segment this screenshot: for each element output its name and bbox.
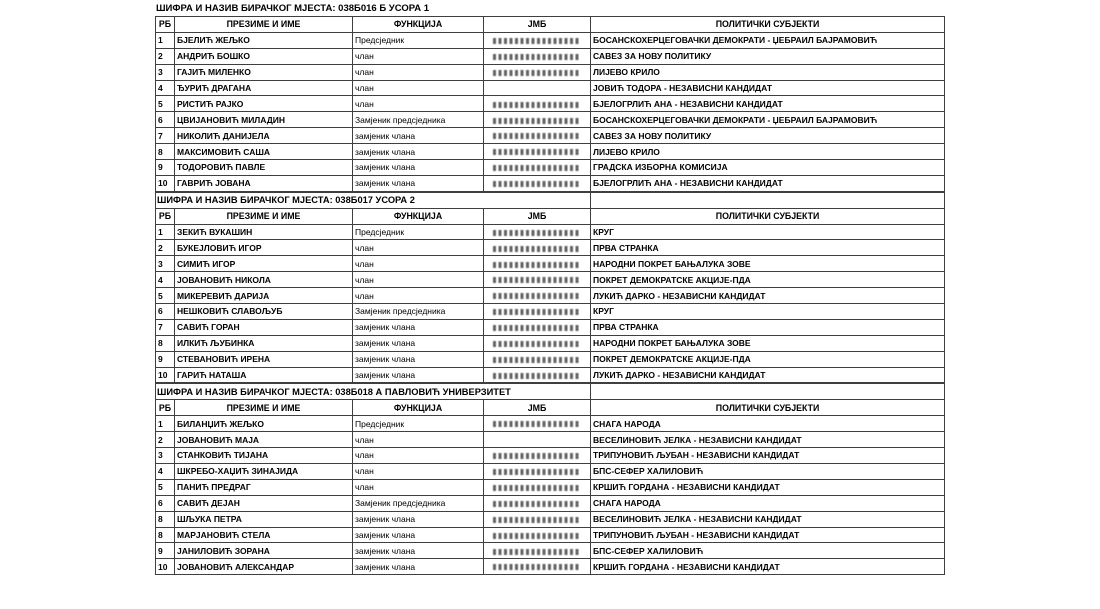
member-function-cell: замјеник члана: [353, 335, 484, 351]
rb-cell: 10: [156, 175, 175, 191]
member-row: [156, 527, 945, 543]
station-title-row: [156, 384, 945, 400]
member-function-cell: члан: [353, 240, 484, 256]
member-row: [156, 495, 945, 511]
member-name-cell: ЈАНИЛОВИЋ ЗОРАНА: [175, 543, 353, 559]
jmb-redacted-value: [493, 564, 581, 570]
political-subject-cell: НАРОДНИ ПОКРЕТ БАЊАЛУКА ЗОВЕ: [591, 256, 945, 272]
political-subject-cell: ПРВА СТРАНКА: [591, 319, 945, 335]
member-jmb-cell: [484, 479, 591, 495]
column-header-name: ПРЕЗИМЕ И ИМЕ: [175, 17, 353, 33]
member-row: [156, 367, 945, 383]
political-subject-cell: ЛУКИЋ ДАРКО - НЕЗАВИСНИ КАНДИДАТ: [591, 367, 945, 383]
member-jmb-cell: [484, 367, 591, 383]
column-header-function: ФУНКЦИЈА: [353, 17, 484, 33]
rb-cell: 9: [156, 351, 175, 367]
political-subject-cell: БПС-СЕФЕР ХАЛИЛОВИЋ: [591, 463, 945, 479]
column-header-name: ПРЕЗИМЕ И ИМЕ: [175, 208, 353, 224]
jmb-redacted-value: [493, 341, 581, 347]
rb-cell: 7: [156, 319, 175, 335]
member-jmb-cell: [484, 80, 591, 96]
jmb-redacted-value: [493, 246, 581, 252]
member-name-cell: ПАНИЋ ПРЕДРАГ: [175, 479, 353, 495]
political-subject-cell: ПОКРЕТ ДЕМОКРАТСКЕ АКЦИЈЕ-ПДА: [591, 272, 945, 288]
member-row: [156, 256, 945, 272]
member-function-cell: члан: [353, 288, 484, 304]
member-jmb-cell: [484, 511, 591, 527]
rb-cell: 5: [156, 288, 175, 304]
member-function-cell: замјеник члана: [353, 367, 484, 383]
member-name-cell: ЈОВАНОВИЋ МАЈА: [175, 432, 353, 448]
station-title: ШИФРА И НАЗИВ БИРАЧКОГ МЈЕСТА: 038Б017 УСОРА 2: [156, 192, 591, 208]
jmb-redacted-value: [493, 469, 581, 475]
member-function-cell: члан: [353, 96, 484, 112]
column-header-name: ПРЕЗИМЕ И ИМЕ: [175, 400, 353, 416]
rb-cell: 6: [156, 304, 175, 320]
member-jmb-cell: [484, 543, 591, 559]
station-title: ШИФРА И НАЗИВ БИРАЧКОГ МЈЕСТА: 038Б016 Б УСОРА 1: [156, 3, 430, 14]
member-jmb-cell: [484, 527, 591, 543]
member-function-cell: члан: [353, 479, 484, 495]
rb-cell: 9: [156, 543, 175, 559]
political-subject-cell: СНАГА НАРОДА: [591, 495, 945, 511]
jmb-redacted-value: [493, 230, 581, 236]
member-jmb-cell: [484, 432, 591, 448]
rb-cell: 3: [156, 256, 175, 272]
political-subject-cell: ЛИЈЕВО КРИЛО: [591, 144, 945, 160]
political-subject-cell: ТРИПУНОВИЋ ЉУБАН - НЕЗАВИСНИ КАНДИДАТ: [591, 527, 945, 543]
member-function-cell: замјеник члана: [353, 527, 484, 543]
member-row: [156, 112, 945, 128]
member-name-cell: ЈОВАНОВИЋ АЛЕКСАНДАР: [175, 559, 353, 575]
jmb-redacted-value: [493, 453, 581, 459]
member-jmb-cell: [484, 559, 591, 575]
member-row: [156, 288, 945, 304]
station-title: ШИФРА И НАЗИВ БИРАЧКОГ МЈЕСТА: 038Б018 А ПАВЛОВИЋ УНИВЕРЗИТЕТ: [156, 384, 591, 400]
member-name-cell: НИКОЛИЋ ДАНИЈЕЛА: [175, 128, 353, 144]
member-name-cell: БИЛАНЏИЋ ЖЕЉКО: [175, 416, 353, 432]
polling-station-table: [155, 383, 945, 575]
member-name-cell: САВИЋ ГОРАН: [175, 319, 353, 335]
member-name-cell: ГАВРИЋ ЈОВАНА: [175, 175, 353, 191]
member-jmb-cell: [484, 64, 591, 80]
rb-cell: 1: [156, 416, 175, 432]
member-name-cell: МАРЈАНОВИЋ СТЕЛА: [175, 527, 353, 543]
member-jmb-cell: [484, 240, 591, 256]
political-subject-cell: СНАГА НАРОДА: [591, 416, 945, 432]
jmb-redacted-value: [493, 277, 581, 283]
member-row: [156, 128, 945, 144]
column-header-jmb: ЈМБ: [484, 17, 591, 33]
member-row: [156, 272, 945, 288]
political-subject-cell: КРШИЋ ГОРДАНА - НЕЗАВИСНИ КАНДИДАТ: [591, 479, 945, 495]
column-header-function: ФУНКЦИЈА: [353, 208, 484, 224]
rb-cell: 2: [156, 432, 175, 448]
column-header-jmb: ЈМБ: [484, 400, 591, 416]
member-function-cell: замјеник члана: [353, 351, 484, 367]
member-name-cell: ИЛКИЋ ЉУБИНКА: [175, 335, 353, 351]
member-name-cell: БУКЕЈЛОВИЋ ИГОР: [175, 240, 353, 256]
political-subject-cell: БПС-СЕФЕР ХАЛИЛОВИЋ: [591, 543, 945, 559]
jmb-redacted-value: [493, 293, 581, 299]
jmb-redacted-value: [493, 501, 581, 507]
column-header-rb: РБ: [156, 400, 175, 416]
column-header-row: [156, 17, 945, 33]
political-subject-cell: ПОКРЕТ ДЕМОКРАТСКЕ АКЦИЈЕ-ПДА: [591, 351, 945, 367]
member-function-cell: члан: [353, 272, 484, 288]
rb-cell: 4: [156, 80, 175, 96]
member-jmb-cell: [484, 272, 591, 288]
column-header-subjects: ПОЛИТИЧКИ СУБЈЕКТИ: [591, 400, 945, 416]
member-jmb-cell: [484, 319, 591, 335]
member-row: [156, 559, 945, 575]
member-function-cell: Предсједник: [353, 32, 484, 48]
member-name-cell: НЕШКОВИЋ СЛАВОЉУБ: [175, 304, 353, 320]
member-jmb-cell: [484, 256, 591, 272]
member-jmb-cell: [484, 304, 591, 320]
member-name-cell: СТЕВАНОВИЋ ИРЕНА: [175, 351, 353, 367]
political-subject-cell: КРШИЋ ГОРДАНА - НЕЗАВИСНИ КАНДИДАТ: [591, 559, 945, 575]
member-row: [156, 511, 945, 527]
rb-cell: 10: [156, 559, 175, 575]
member-row: [156, 335, 945, 351]
rb-cell: 8: [156, 511, 175, 527]
jmb-redacted-value: [493, 54, 581, 60]
rb-cell: 2: [156, 240, 175, 256]
member-row: [156, 144, 945, 160]
rb-cell: 7: [156, 128, 175, 144]
member-function-cell: замјеник члана: [353, 144, 484, 160]
member-row: [156, 543, 945, 559]
political-subject-cell: НАРОДНИ ПОКРЕТ БАЊАЛУКА ЗОВЕ: [591, 335, 945, 351]
member-jmb-cell: [484, 448, 591, 464]
polling-station-roster-document: [155, 2, 944, 575]
member-function-cell: замјеник члана: [353, 128, 484, 144]
rb-cell: 4: [156, 463, 175, 479]
member-row: [156, 160, 945, 176]
member-row: [156, 416, 945, 432]
member-row: [156, 432, 945, 448]
member-name-cell: АНДРИЋ БОШКО: [175, 48, 353, 64]
jmb-redacted-value: [493, 165, 581, 171]
political-subject-cell: ГРАДСКА ИЗБОРНА КОМИСИЈА: [591, 160, 945, 176]
jmb-redacted-value: [493, 357, 581, 363]
member-jmb-cell: [484, 144, 591, 160]
member-name-cell: ТОДОРОВИЋ ПАВЛЕ: [175, 160, 353, 176]
member-name-cell: ШЉУКА ПЕТРА: [175, 511, 353, 527]
political-subject-cell: КРУГ: [591, 224, 945, 240]
rb-cell: 10: [156, 367, 175, 383]
column-header-row: [156, 208, 945, 224]
member-jmb-cell: [484, 416, 591, 432]
jmb-redacted-value: [493, 421, 581, 427]
member-function-cell: члан: [353, 48, 484, 64]
member-function-cell: замјеник члана: [353, 160, 484, 176]
member-function-cell: Замјеник предсједника: [353, 495, 484, 511]
column-header-function: ФУНКЦИЈА: [353, 400, 484, 416]
political-subject-cell: БОСАНСКОХЕРЦЕГОВАЧКИ ДЕМОКРАТИ - ЏЕБРАИЛ БАЈРАМОВИЋ: [591, 32, 945, 48]
member-jmb-cell: [484, 48, 591, 64]
political-subject-cell: ЛУКИЋ ДАРКО - НЕЗАВИСНИ КАНДИДАТ: [591, 288, 945, 304]
member-function-cell: Предсједник: [353, 416, 484, 432]
rb-cell: 1: [156, 224, 175, 240]
polling-station-table: [155, 16, 945, 192]
member-function-cell: члан: [353, 463, 484, 479]
member-name-cell: ШКРЕБО-ХАЏИЋ ЗИНАЈИДА: [175, 463, 353, 479]
member-row: [156, 48, 945, 64]
column-header-subjects: ПОЛИТИЧКИ СУБЈЕКТИ: [591, 208, 945, 224]
political-subject-cell: КРУГ: [591, 304, 945, 320]
member-jmb-cell: [484, 224, 591, 240]
member-function-cell: замјеник члана: [353, 175, 484, 191]
jmb-redacted-value: [493, 309, 581, 315]
member-jmb-cell: [484, 112, 591, 128]
member-jmb-cell: [484, 495, 591, 511]
member-function-cell: замјеник члана: [353, 319, 484, 335]
member-row: [156, 448, 945, 464]
rb-cell: 9: [156, 160, 175, 176]
jmb-redacted-value: [493, 549, 581, 555]
rb-cell: 3: [156, 448, 175, 464]
jmb-redacted-value: [493, 102, 581, 108]
rb-cell: 1: [156, 32, 175, 48]
jmb-redacted-value: [493, 373, 581, 379]
member-name-cell: МИКЕРЕВИЋ ДАРИЈА: [175, 288, 353, 304]
member-row: [156, 479, 945, 495]
member-name-cell: ЂУРИЋ ДРАГАНА: [175, 80, 353, 96]
member-function-cell: Предсједник: [353, 224, 484, 240]
member-jmb-cell: [484, 351, 591, 367]
member-jmb-cell: [484, 32, 591, 48]
member-row: [156, 351, 945, 367]
member-row: [156, 319, 945, 335]
member-name-cell: САВИЋ ДЕЈАН: [175, 495, 353, 511]
political-subject-cell: ЛИЈЕВО КРИЛО: [591, 64, 945, 80]
jmb-redacted-value: [493, 38, 581, 44]
jmb-redacted-value: [493, 133, 581, 139]
rb-cell: 2: [156, 48, 175, 64]
member-jmb-cell: [484, 96, 591, 112]
member-row: [156, 304, 945, 320]
member-jmb-cell: [484, 288, 591, 304]
member-function-cell: Замјеник предсједника: [353, 304, 484, 320]
station-title-spacer-cell: [591, 384, 945, 400]
member-function-cell: члан: [353, 256, 484, 272]
rb-cell: 8: [156, 335, 175, 351]
rb-cell: 8: [156, 144, 175, 160]
column-header-rb: РБ: [156, 208, 175, 224]
jmb-redacted-value: [493, 181, 581, 187]
member-jmb-cell: [484, 335, 591, 351]
jmb-redacted-value: [493, 262, 581, 268]
jmb-redacted-value: [493, 325, 581, 331]
column-header-rb: РБ: [156, 17, 175, 33]
member-name-cell: МАКСИМОВИЋ САША: [175, 144, 353, 160]
political-subject-cell: БОСАНСКОХЕРЦЕГОВАЧКИ ДЕМОКРАТИ - ЏЕБРАИЛ БАЈРАМОВИЋ: [591, 112, 945, 128]
political-subject-cell: САВЕЗ ЗА НОВУ ПОЛИТИКУ: [591, 48, 945, 64]
member-name-cell: ЦВИЈАНОВИЋ МИЛАДИН: [175, 112, 353, 128]
jmb-redacted-value: [493, 533, 581, 539]
member-function-cell: члан: [353, 432, 484, 448]
station-title-row: [156, 192, 945, 208]
jmb-redacted-value: [493, 485, 581, 491]
member-function-cell: Замјеник предсједника: [353, 112, 484, 128]
member-name-cell: РИСТИЋ РАЈКО: [175, 96, 353, 112]
member-name-cell: СТАНКОВИЋ ТИЈАНА: [175, 448, 353, 464]
rb-cell: 5: [156, 479, 175, 495]
jmb-redacted-value: [493, 118, 581, 124]
member-row: [156, 240, 945, 256]
column-header-subjects: ПОЛИТИЧКИ СУБЈЕКТИ: [591, 17, 945, 33]
column-header-row: [156, 400, 945, 416]
political-subject-cell: САВЕЗ ЗА НОВУ ПОЛИТИКУ: [591, 128, 945, 144]
member-function-cell: замјеник члана: [353, 559, 484, 575]
member-name-cell: ЈОВАНОВИЋ НИКОЛА: [175, 272, 353, 288]
station-title-spacer-cell: [591, 192, 945, 208]
rb-cell: 4: [156, 272, 175, 288]
political-subject-cell: ТРИПУНОВИЋ ЉУБАН - НЕЗАВИСНИ КАНДИДАТ: [591, 448, 945, 464]
member-name-cell: СИМИЋ ИГОР: [175, 256, 353, 272]
political-subject-cell: ВЕСЕЛИНОВИЋ ЈЕЛКА - НЕЗАВИСНИ КАНДИДАТ: [591, 432, 945, 448]
member-function-cell: члан: [353, 80, 484, 96]
member-function-cell: замјеник члана: [353, 543, 484, 559]
member-row: [156, 32, 945, 48]
column-header-jmb: ЈМБ: [484, 208, 591, 224]
political-subject-cell: БЈЕЛОГРЛИЋ АНА - НЕЗАВИСНИ КАНДИДАТ: [591, 175, 945, 191]
jmb-redacted-value: [493, 149, 581, 155]
political-subject-cell: ЈОВИЋ ТОДОРА - НЕЗАВИСНИ КАНДИДАТ: [591, 80, 945, 96]
member-name-cell: ГАЈИЋ МИЛЕНКО: [175, 64, 353, 80]
member-row: [156, 80, 945, 96]
rb-cell: 6: [156, 112, 175, 128]
member-jmb-cell: [484, 160, 591, 176]
member-row: [156, 175, 945, 191]
member-function-cell: члан: [353, 448, 484, 464]
member-row: [156, 463, 945, 479]
member-function-cell: члан: [353, 64, 484, 80]
rb-cell: 3: [156, 64, 175, 80]
member-name-cell: ГАРИЋ НАТАША: [175, 367, 353, 383]
member-jmb-cell: [484, 128, 591, 144]
polling-station-table: [155, 192, 945, 384]
member-row: [156, 64, 945, 80]
member-name-cell: ЗЕКИЋ ВУКАШИН: [175, 224, 353, 240]
member-row: [156, 224, 945, 240]
political-subject-cell: ВЕСЕЛИНОВИЋ ЈЕЛКА - НЕЗАВИСНИ КАНДИДАТ: [591, 511, 945, 527]
member-row: [156, 96, 945, 112]
member-name-cell: БЈЕЛИЋ ЖЕЉКО: [175, 32, 353, 48]
jmb-redacted-value: [493, 517, 581, 523]
member-function-cell: замјеник члана: [353, 511, 484, 527]
rb-cell: 5: [156, 96, 175, 112]
political-subject-cell: ПРВА СТРАНКА: [591, 240, 945, 256]
rb-cell: 6: [156, 495, 175, 511]
member-jmb-cell: [484, 463, 591, 479]
rb-cell: 8: [156, 527, 175, 543]
jmb-redacted-value: [493, 70, 581, 76]
political-subject-cell: БЈЕЛОГРЛИЋ АНА - НЕЗАВИСНИ КАНДИДАТ: [591, 96, 945, 112]
member-jmb-cell: [484, 175, 591, 191]
